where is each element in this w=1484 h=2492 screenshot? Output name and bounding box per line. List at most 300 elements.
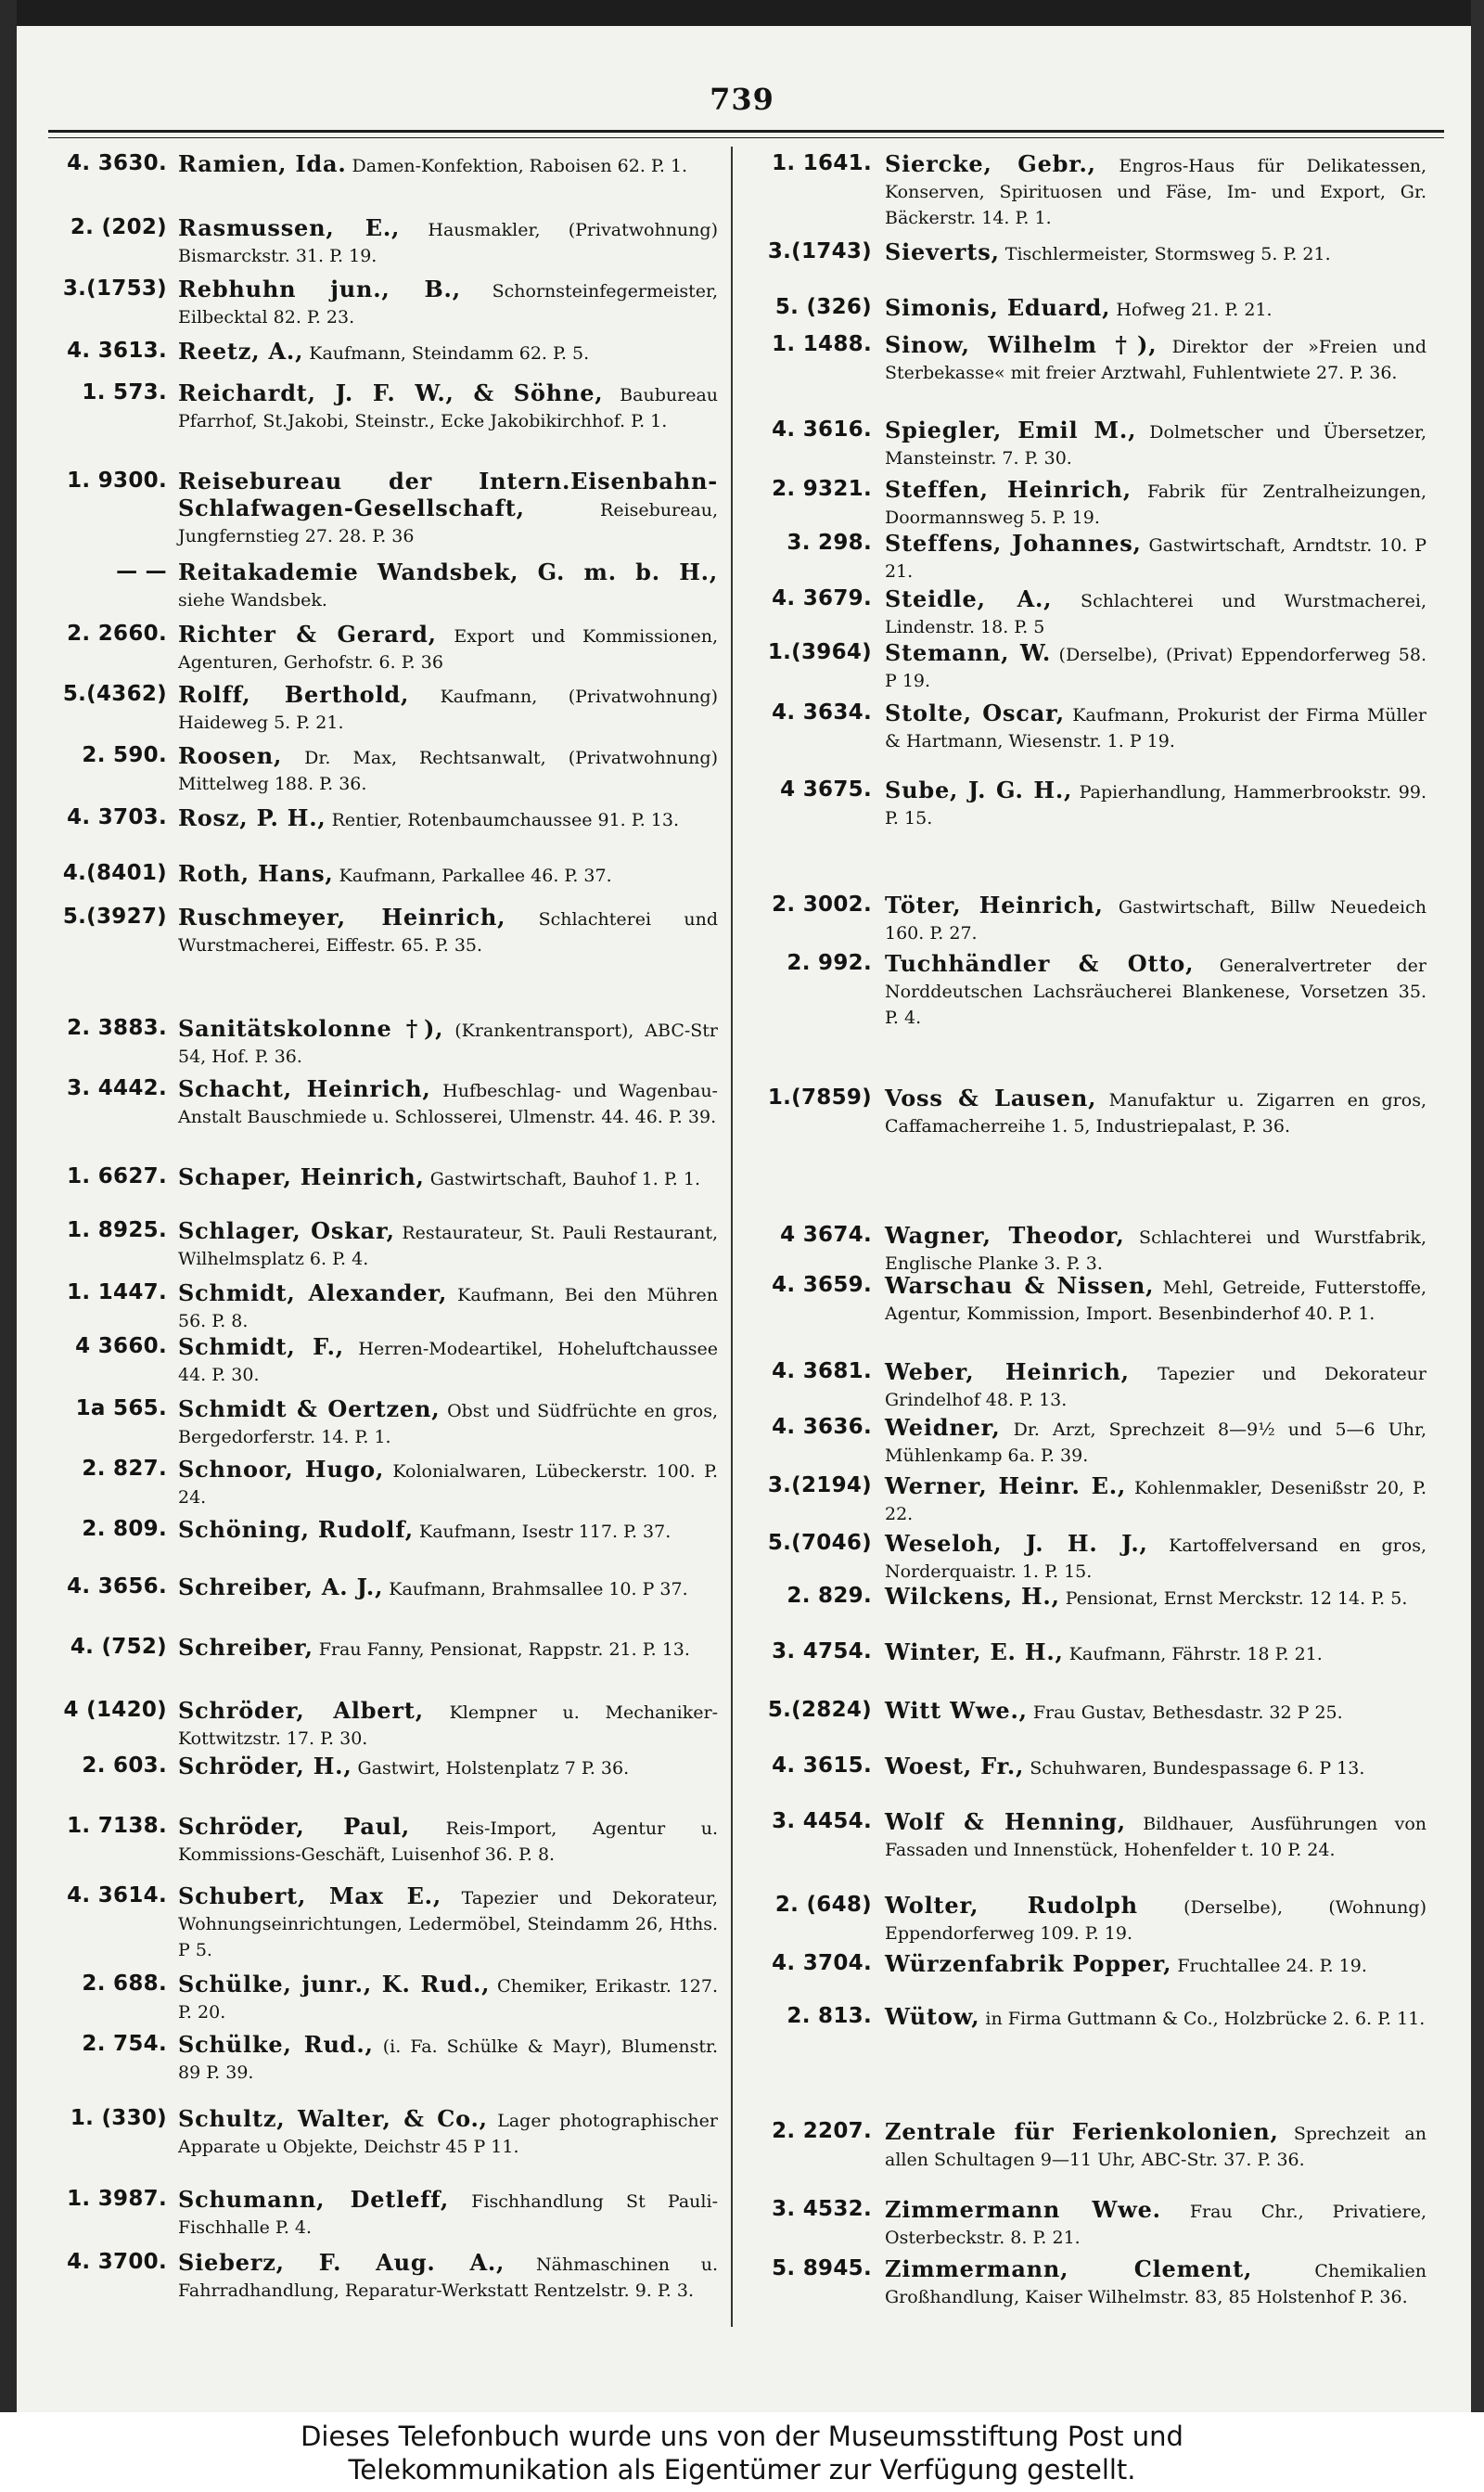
entry-text bbox=[178, 1334, 718, 1388]
directory-entry bbox=[48, 1635, 718, 1663]
entry-text bbox=[178, 2187, 718, 2241]
subscriber-details: Schlachterei und Wurstmacherei, Eiffestr. 65. P. 35. bbox=[178, 909, 718, 956]
subscriber-details: Tapezier und Dekorateur Grindelhof 48. P. 13. bbox=[885, 1364, 1426, 1410]
entry-text bbox=[885, 417, 1426, 471]
directory-entry bbox=[48, 276, 718, 330]
directory-entry bbox=[48, 469, 718, 549]
entry-text bbox=[885, 2004, 1426, 2032]
subscriber-details: Chemikalien Großhandlung, Kaiser Wilhelmstr. 83, 85 Holstenhof P. 36. bbox=[885, 2261, 1426, 2307]
subscriber-details: Export und Kommissionen, Agenturen, Gerhofstr. 6. P. 36 bbox=[178, 626, 718, 673]
subscriber-name: Sube, J. G. H., bbox=[885, 777, 1073, 803]
subscriber-name: Steidle, A., bbox=[885, 585, 1053, 612]
subscriber-name: Schnoor, Hugo, bbox=[178, 1456, 385, 1483]
directory-entry bbox=[759, 1273, 1426, 1327]
subscriber-name: Weidner, bbox=[885, 1414, 1001, 1441]
entry-text bbox=[178, 2032, 718, 2086]
entry-text bbox=[885, 531, 1426, 584]
subscriber-details: Dolmetscher und Übersetzer, Mansteinstr. 7. P. 30. bbox=[885, 422, 1427, 469]
subscriber-name: Winter, E. H., bbox=[885, 1638, 1064, 1665]
phone-number: 4. 3630. bbox=[67, 151, 167, 175]
subscriber-name: Voss & Lausen, bbox=[885, 1085, 1097, 1111]
subscriber-details: Tapezier und Dekorateur, Wohnungseinrichtungen, Ledermöbel, Steindamm 26, Hths. P 5. bbox=[178, 1888, 718, 1960]
subscriber-name: Schröder, Albert, bbox=[178, 1697, 424, 1724]
subscriber-name: Schmidt, F., bbox=[178, 1333, 344, 1360]
phone-number: 1. 1488. bbox=[772, 332, 872, 356]
phone-number: 3.(1743) bbox=[767, 239, 872, 263]
subscriber-details: Fruchtallee 24. P. 19. bbox=[1171, 1956, 1367, 1976]
entry-text bbox=[178, 1698, 718, 1752]
subscriber-name: Sieverts, bbox=[885, 238, 1000, 265]
entry-text bbox=[885, 951, 1426, 1031]
header-rule-thin bbox=[48, 137, 1444, 138]
phone-number: 4. 3615. bbox=[772, 1753, 872, 1778]
directory-entry bbox=[48, 861, 718, 889]
entry-text bbox=[178, 622, 718, 675]
subscriber-details: Direktor der »Freien und Sterbekasse« mit freier Arztwahl, Fuhlentwiete 27. P. 36. bbox=[885, 337, 1426, 383]
subscriber-name: Stemann, W. bbox=[885, 639, 1052, 666]
phone-number: 4. 3616. bbox=[772, 417, 872, 442]
phone-number: 1. 6627. bbox=[67, 1164, 167, 1188]
subscriber-details: Kaufmann, Bei den Mühren 56. P. 8. bbox=[178, 1285, 718, 1331]
subscriber-details: Engros-Haus für Delikatessen, Konserven, Spirituosen und Fäse, Im- und Export, Gr. Bäckerstr. 14. P. 1. bbox=[885, 156, 1426, 228]
entry-text bbox=[178, 1972, 718, 2025]
phone-number: 3. 4532. bbox=[772, 2197, 872, 2221]
subscriber-name: Ramien, Ida. bbox=[178, 150, 347, 177]
directory-entry bbox=[759, 640, 1426, 694]
phone-number: 4. 3700. bbox=[67, 2250, 167, 2274]
subscriber-details: Kaufmann, Brahmsallee 10. P 37. bbox=[383, 1579, 688, 1599]
phone-number: 1. 8925. bbox=[67, 1218, 167, 1242]
phone-number: 4 (1420) bbox=[63, 1698, 167, 1722]
entry-text bbox=[178, 1753, 718, 1781]
phone-number: 2. 2207. bbox=[772, 2119, 872, 2143]
subscriber-details: (i. Fa. Schülke & Mayr), Blumenstr. 89 P. 39. bbox=[178, 2036, 718, 2083]
subscriber-name: Wolter, Rudolph bbox=[885, 1892, 1138, 1919]
phone-number: 4. 3636. bbox=[772, 1415, 872, 1439]
subscriber-name: Schlager, Oskar, bbox=[178, 1217, 395, 1244]
phone-number: 4. 3659. bbox=[772, 1273, 872, 1297]
phone-number: 1. 1447. bbox=[67, 1280, 167, 1304]
directory-entry bbox=[48, 682, 718, 736]
subscriber-details: Kaufmann, Parkallee 46. P. 37. bbox=[333, 866, 612, 886]
subscriber-name: Schumann, Detleff, bbox=[178, 2186, 450, 2213]
directory-entry bbox=[759, 1359, 1426, 1413]
directory-entry bbox=[48, 743, 718, 797]
directory-entry bbox=[759, 1639, 1426, 1667]
entry-text bbox=[885, 1893, 1426, 1946]
subscriber-name: Siercke, Gebr., bbox=[885, 150, 1096, 177]
subscriber-name: Warschau & Nissen, bbox=[885, 1272, 1155, 1299]
phone-number: 4 3660. bbox=[75, 1334, 167, 1358]
phone-number: 2. 590. bbox=[82, 743, 167, 767]
phone-number: 1.(7859) bbox=[767, 1085, 872, 1110]
entry-text bbox=[178, 339, 718, 366]
directory-entry bbox=[759, 586, 1426, 640]
entry-text bbox=[885, 1753, 1426, 1781]
directory-entry bbox=[759, 1753, 1426, 1781]
directory-entry bbox=[48, 2250, 718, 2304]
entry-text bbox=[178, 861, 718, 889]
subscriber-details: Gastwirtschaft, Arndtstr. 10. P 21. bbox=[885, 535, 1426, 582]
subscriber-details: Schornsteinfegermeister, Eilbecktal 82. P. 23. bbox=[178, 281, 718, 328]
subscriber-name: Reitakademie Wandsbek, G. m. b. H., bbox=[178, 559, 718, 585]
phone-number: 4. 3634. bbox=[772, 700, 872, 725]
subscriber-name: Würzenfabrik Popper, bbox=[885, 1950, 1172, 1977]
directory-entry bbox=[48, 2032, 718, 2086]
subscriber-details: Nähmaschinen u. Fahrradhandlung, Reparatur-Werkstatt Rentzelstr. 9. P. 3. bbox=[178, 2254, 719, 2301]
phone-number: 2. (648) bbox=[774, 1893, 872, 1917]
phone-number: 5.(2824) bbox=[767, 1698, 872, 1722]
subscriber-name: Schöning, Rudolf, bbox=[178, 1516, 414, 1543]
directory-entry bbox=[48, 1280, 718, 1334]
subscriber-details: (Derselbe), (Wohnung) Eppendorferweg 109. P. 19. bbox=[885, 1897, 1426, 1944]
subscriber-details: Manufaktur u. Zigarren en gros, Caffamacherreihe 1. 5, Industriepalast, P. 36. bbox=[885, 1090, 1426, 1137]
subscriber-name: Woest, Fr., bbox=[885, 1753, 1025, 1779]
entry-text bbox=[178, 1016, 718, 1070]
subscriber-name: Rosz, P. H., bbox=[178, 804, 326, 831]
subscriber-details: Kolonialwaren, Lübeckerstr. 100. P. 24. bbox=[178, 1461, 718, 1508]
phone-number: 1a 565. bbox=[75, 1396, 167, 1420]
phone-number: 1. 9300. bbox=[67, 469, 167, 493]
entry-text bbox=[178, 2250, 718, 2304]
subscriber-name: Wagner, Theodor, bbox=[885, 1222, 1125, 1249]
directory-entry bbox=[48, 1016, 718, 1070]
subscriber-details: Dr. Arzt, Sprechzeit 8—9½ und 5—6 Uhr, Mühlenkamp 6a. P. 39. bbox=[885, 1419, 1426, 1466]
entry-text bbox=[178, 1883, 718, 1963]
directory-entry bbox=[48, 1698, 718, 1752]
subscriber-details: Bildhauer, Ausführungen von Fassaden und Innenstück, Hohenfelder t. 10 P. 24. bbox=[885, 1814, 1426, 1860]
phone-number: 2. 3002. bbox=[772, 893, 872, 917]
directory-entry bbox=[759, 1531, 1426, 1585]
subscriber-details: Papierhandlung, Hammerbrookstr. 99. P. 15. bbox=[885, 782, 1426, 829]
subscriber-details: Herren-Modeartikel, Hoheluftchaussee 44. P. 30. bbox=[178, 1339, 719, 1385]
entry-text bbox=[178, 151, 718, 179]
subscriber-name: Rasmussen, E., bbox=[178, 214, 401, 241]
phone-number: 3.(2194) bbox=[767, 1473, 872, 1497]
directory-entry bbox=[759, 332, 1426, 386]
subscriber-details: Obst und Südfrüchte en gros, Bergedorferstr. 14. P. 1. bbox=[178, 1401, 718, 1447]
entry-text bbox=[885, 151, 1426, 231]
entry-text bbox=[178, 2106, 718, 2160]
entry-text bbox=[885, 777, 1426, 831]
entry-text bbox=[885, 2197, 1426, 2251]
directory-entry bbox=[759, 700, 1426, 754]
directory-entry bbox=[48, 339, 718, 366]
phone-number: 3. 4442. bbox=[67, 1076, 167, 1100]
entry-text bbox=[178, 1076, 718, 1130]
subscriber-name: Witt Wwe., bbox=[885, 1697, 1028, 1724]
subscriber-name: Sinow, Wilhelm †), bbox=[885, 331, 1158, 358]
subscriber-name: Zimmermann, Clement, bbox=[885, 2255, 1253, 2282]
phone-number: 3. 4754. bbox=[772, 1639, 872, 1663]
entry-text bbox=[178, 559, 718, 613]
subscriber-name: Rebhuhn jun., B., bbox=[178, 276, 461, 302]
entry-text bbox=[178, 805, 718, 833]
entry-text bbox=[178, 1517, 718, 1545]
subscriber-name: Roth, Hans, bbox=[178, 860, 334, 887]
phone-number: 3. 298. bbox=[787, 531, 872, 555]
header-rule bbox=[48, 130, 1444, 133]
entry-text bbox=[885, 586, 1426, 640]
subscriber-details: Frau Gustav, Bethesdastr. 32 P 25. bbox=[1027, 1702, 1343, 1723]
directory-entry bbox=[48, 1164, 718, 1192]
directory-entry bbox=[759, 417, 1426, 471]
scan-border-left bbox=[0, 0, 17, 2412]
phone-number: 1. 3987. bbox=[67, 2187, 167, 2211]
subscriber-name: Schülke, junr., K. Rud., bbox=[178, 1971, 491, 1997]
subscriber-name: Schmidt, Alexander, bbox=[178, 1279, 448, 1306]
ownership-notice-line-1: Dieses Telefonbuch wurde uns von der Museumsstiftung Post und bbox=[301, 2421, 1183, 2452]
subscriber-details: Dr. Max, Rechtsanwalt, (Privatwohnung) Mittelweg 188. P. 36. bbox=[178, 748, 718, 794]
subscriber-details: Baubureau Pfarrhof, St.Jakobi, Steinstr., Ecke Jakobikirchhof. P. 1. bbox=[178, 385, 719, 431]
ownership-notice-line-2: Telekommunikation als Eigentümer zur Verfügung gestellt. bbox=[348, 2454, 1136, 2486]
subscriber-details: Chemiker, Erikastr. 127. P. 20. bbox=[178, 1976, 718, 2023]
phone-number: 4.(8401) bbox=[62, 861, 167, 885]
directory-entry bbox=[759, 2256, 1426, 2310]
directory-entry bbox=[48, 1334, 718, 1388]
entry-text bbox=[178, 743, 718, 797]
subscriber-details: (Krankentransport), ABC-Str 54, Hof. P. 36. bbox=[178, 1021, 719, 1067]
entry-text bbox=[178, 1164, 718, 1192]
subscriber-details: Kaufmann, Prokurist der Firma Müller & Hartmann, Wiesenstr. 1. P 19. bbox=[885, 705, 1426, 751]
entry-text bbox=[885, 477, 1426, 531]
subscriber-details: Fischhandlung St Pauli-Fischhalle P. 4. bbox=[178, 2191, 718, 2238]
entry-text bbox=[178, 276, 718, 330]
subscriber-details: Kaufmann, Isestr 117. P. 37. bbox=[413, 1522, 672, 1542]
entry-text bbox=[885, 640, 1426, 694]
entry-text bbox=[178, 1280, 718, 1334]
directory-entry bbox=[48, 1396, 718, 1450]
subscriber-name: Schultz, Walter, & Co., bbox=[178, 2105, 488, 2132]
phone-number: 4. 3679. bbox=[772, 586, 872, 610]
entry-text bbox=[178, 682, 718, 736]
entry-text bbox=[178, 1635, 718, 1663]
directory-entry bbox=[759, 951, 1426, 1031]
subscriber-name: Werner, Heinr. E., bbox=[885, 1472, 1127, 1499]
phone-number: 4 3674. bbox=[780, 1223, 872, 1247]
directory-entry bbox=[759, 1893, 1426, 1946]
subscriber-details: Gastwirtschaft, Bauhof 1. P. 1. bbox=[424, 1169, 700, 1189]
directory-entry bbox=[48, 1076, 718, 1130]
subscriber-details: in Firma Guttmann & Co., Holzbrücke 2. 6. P. 11. bbox=[979, 2009, 1426, 2029]
subscriber-name: Sieberz, F. Aug. A., bbox=[178, 2249, 505, 2276]
subscriber-details: Fabrik für Zentralheizungen, Doormannsweg 5. P. 19. bbox=[885, 482, 1427, 528]
subscriber-name: Schmidt & Oertzen, bbox=[178, 1395, 441, 1422]
directory-entry bbox=[759, 1085, 1426, 1139]
phone-number: 2. 688. bbox=[82, 1972, 167, 1996]
subscriber-name: Steffen, Heinrich, bbox=[885, 476, 1132, 503]
subscriber-name: Schreiber, A. J., bbox=[178, 1574, 384, 1600]
subscriber-name: Zimmermann Wwe. bbox=[885, 2196, 1161, 2223]
phone-number: 4 3675. bbox=[780, 777, 872, 802]
directory-entry bbox=[48, 1814, 718, 1868]
entry-text bbox=[885, 1415, 1426, 1469]
directory-entry bbox=[48, 1457, 718, 1510]
entry-text bbox=[178, 380, 718, 434]
directory-entry bbox=[48, 1218, 718, 1272]
subscriber-name: Tuchhändler & Otto, bbox=[885, 950, 1195, 977]
subscriber-name: Schröder, H., bbox=[178, 1753, 352, 1779]
directory-entry bbox=[48, 2187, 718, 2241]
entry-text bbox=[885, 1584, 1426, 1612]
directory-entry bbox=[48, 151, 718, 179]
ownership-notice bbox=[0, 2412, 1484, 2492]
phone-number: 3. 4454. bbox=[772, 1809, 872, 1833]
subscriber-details: Gastwirtschaft, Billw Neuedeich 160. P. 27. bbox=[885, 897, 1426, 944]
subscriber-details: siehe Wandsbek. bbox=[178, 590, 327, 610]
directory-entry bbox=[759, 1473, 1426, 1527]
subscriber-details: Pensionat, Ernst Merckstr. 12 14. P. 5. bbox=[1059, 1588, 1408, 1609]
subscriber-details: Kartoffelversand en gros, Norderquaistr. 1. P. 15. bbox=[885, 1535, 1426, 1582]
phone-number: 1. 7138. bbox=[67, 1814, 167, 1838]
entry-text bbox=[885, 1223, 1426, 1277]
directory-entry bbox=[759, 777, 1426, 831]
subscriber-name: Schacht, Heinrich, bbox=[178, 1075, 431, 1102]
subscriber-name: Spiegler, Emil M., bbox=[885, 417, 1137, 443]
phone-number: 1. 1641. bbox=[772, 151, 872, 175]
phone-number: 2. 829. bbox=[787, 1584, 872, 1608]
entry-text bbox=[885, 1951, 1426, 1979]
phone-number: 4. 3656. bbox=[67, 1574, 167, 1599]
subscriber-details: Reisebureau, Jungfernstieg 27. 28. P. 36 bbox=[178, 500, 718, 546]
entry-text bbox=[885, 239, 1426, 267]
subscriber-details: Hofweg 21. P. 21. bbox=[1110, 300, 1273, 320]
subscriber-name: Weseloh, J. H. J., bbox=[885, 1530, 1148, 1557]
subscriber-details: Reis-Import, Agentur u. Kommissions-Geschäft, Luisenhof 36. P. 8. bbox=[178, 1818, 718, 1865]
entry-text bbox=[885, 1085, 1426, 1139]
subscriber-name: Roosen, bbox=[178, 742, 283, 769]
directory-entry bbox=[759, 151, 1426, 231]
entry-text bbox=[885, 1531, 1426, 1585]
phone-number: 4. 3681. bbox=[772, 1359, 872, 1383]
directory-entry bbox=[759, 1223, 1426, 1277]
entry-text bbox=[178, 905, 718, 958]
subscriber-name: Wolf & Henning, bbox=[885, 1808, 1126, 1835]
phone-number: 5.(3927) bbox=[62, 905, 167, 929]
subscriber-name: Schröder, Paul, bbox=[178, 1813, 411, 1840]
subscriber-details: Frau Chr., Privatiere, Osterbeckstr. 8. P. 21. bbox=[885, 2202, 1427, 2248]
phone-number: 2. 3883. bbox=[67, 1016, 167, 1040]
subscriber-details: Kaufmann, (Privatwohnung) Haideweg 5. P. 21. bbox=[178, 687, 718, 733]
directory-entry bbox=[48, 2106, 718, 2160]
phone-number: 2. 754. bbox=[82, 2032, 167, 2056]
directory-entry bbox=[48, 380, 718, 434]
directory-entry bbox=[759, 2197, 1426, 2251]
directory-entry bbox=[759, 295, 1426, 323]
phone-number: 3.(1753) bbox=[62, 276, 167, 301]
directory-entry bbox=[759, 1415, 1426, 1469]
subscriber-name: Töter, Heinrich, bbox=[885, 892, 1104, 918]
phone-number: 2. 809. bbox=[82, 1517, 167, 1541]
subscriber-details: Hausmakler, (Privatwohnung) Bismarckstr. 31. P. 19. bbox=[178, 220, 718, 266]
entry-text bbox=[885, 1698, 1426, 1726]
entry-text bbox=[178, 1574, 718, 1602]
scan-border-right bbox=[1471, 0, 1484, 2412]
entry-text bbox=[178, 215, 718, 269]
phone-number: 1.(3964) bbox=[767, 640, 872, 664]
directory-entry bbox=[48, 215, 718, 269]
subscriber-details: Rentier, Rotenbaumchaussee 91. P. 13. bbox=[326, 810, 679, 830]
subscriber-name: Stolte, Oscar, bbox=[885, 700, 1065, 726]
directory-entry bbox=[48, 1574, 718, 1602]
phone-number: 5.(4362) bbox=[62, 682, 167, 706]
subscriber-name: Wilckens, H., bbox=[885, 1583, 1060, 1610]
phone-number: 2. 992. bbox=[787, 951, 872, 975]
phone-number: 4. (752) bbox=[70, 1635, 167, 1659]
subscriber-details: Gastwirt, Holstenplatz 7 P. 36. bbox=[352, 1758, 630, 1779]
phone-number: 5. (326) bbox=[774, 295, 872, 319]
subscriber-name: Sanitätskolonne †), bbox=[178, 1015, 444, 1042]
subscriber-details: Schuhwaren, Bundespassage 6. P 13. bbox=[1024, 1758, 1365, 1779]
phone-number: 4. 3703. bbox=[67, 805, 167, 829]
directory-entry bbox=[759, 1584, 1426, 1612]
directory-entry bbox=[48, 1517, 718, 1545]
subscriber-name: Reetz, A., bbox=[178, 338, 304, 365]
phone-number: 2. 9321. bbox=[772, 477, 872, 501]
directory-entry bbox=[759, 531, 1426, 584]
entry-text bbox=[178, 1457, 718, 1510]
subscriber-details: Schlachterei und Wurstmacherei, Lindenstr. 18. P. 5 bbox=[885, 591, 1426, 637]
column-divider bbox=[731, 147, 733, 2327]
directory-entry bbox=[759, 1809, 1426, 1863]
subscriber-details: Lager photographischer Apparate u Objekte, Deichstr 45 P 11. bbox=[178, 2111, 718, 2157]
subscriber-details: Restaurateur, St. Pauli Restaurant, Wilhelmsplatz 6. P. 4. bbox=[178, 1223, 718, 1269]
subscriber-name: Wütow, bbox=[885, 2003, 980, 2030]
directory-entry bbox=[759, 2119, 1426, 2173]
subscriber-name: Reisebureau der Intern.Eisenbahn-Schlafwagen-Gesellschaft, bbox=[178, 468, 718, 521]
entry-text bbox=[178, 1218, 718, 1272]
directory-entry bbox=[48, 559, 718, 613]
directory-entry bbox=[48, 1972, 718, 2025]
subscriber-name: Ruschmeyer, Heinrich, bbox=[178, 904, 506, 931]
subscriber-details: (Derselbe), (Privat) Eppendorferweg 58. P 19. bbox=[885, 645, 1426, 691]
entry-text bbox=[885, 295, 1426, 323]
entry-text bbox=[178, 1814, 718, 1868]
phone-number: 1. (330) bbox=[70, 2106, 167, 2130]
entry-text bbox=[885, 2256, 1426, 2310]
page-number: 739 bbox=[710, 82, 774, 117]
subscriber-name: Rolff, Berthold, bbox=[178, 681, 410, 708]
subscriber-name: Richter & Gerard, bbox=[178, 621, 437, 648]
entry-text bbox=[885, 1273, 1426, 1327]
scan-border-top bbox=[0, 0, 1484, 26]
directory-entry bbox=[759, 1698, 1426, 1726]
subscriber-details: Klempner u. Mechaniker-Kottwitzstr. 17. P. 30. bbox=[178, 1702, 718, 1749]
directory-entry bbox=[48, 622, 718, 675]
subscriber-details: Schlachterei und Wurstfabrik, Englische Planke 3. P. 3. bbox=[885, 1227, 1426, 1274]
subscriber-name: Steffens, Johannes, bbox=[885, 530, 1142, 557]
phone-number: 4. 3613. bbox=[67, 339, 167, 363]
subscriber-details: Frau Fanny, Pensionat, Rappstr. 21. P. 13. bbox=[313, 1639, 690, 1660]
entry-text bbox=[885, 1639, 1426, 1667]
directory-entry bbox=[48, 805, 718, 833]
entry-text bbox=[885, 2119, 1426, 2173]
entry-text bbox=[885, 332, 1426, 386]
directory-entry bbox=[48, 1883, 718, 1963]
subscriber-name: Reichardt, J. F. W., & Söhne, bbox=[178, 379, 604, 406]
subscriber-name: Zentrale für Ferienkolonien, bbox=[885, 2118, 1279, 2145]
directory-entry bbox=[759, 1951, 1426, 1979]
entry-text bbox=[178, 469, 718, 549]
subscriber-details: Damen-Konfektion, Raboisen 62. P. 1. bbox=[346, 156, 688, 176]
directory-entry bbox=[759, 893, 1426, 946]
subscriber-details: Tischlermeister, Stormsweg 5. P. 21. bbox=[999, 244, 1331, 264]
phone-number: 5. 8945. bbox=[772, 2256, 872, 2280]
subscriber-details: Kaufmann, Steindamm 62. P. 5. bbox=[303, 343, 590, 364]
subscriber-details: Mehl, Getreide, Futterstoffe, Agentur, Kommission, Import. Besenbinderhof 40. P. 1. bbox=[885, 1278, 1426, 1324]
phone-number: 2. 827. bbox=[82, 1457, 167, 1481]
phone-number: 5.(7046) bbox=[767, 1531, 872, 1555]
